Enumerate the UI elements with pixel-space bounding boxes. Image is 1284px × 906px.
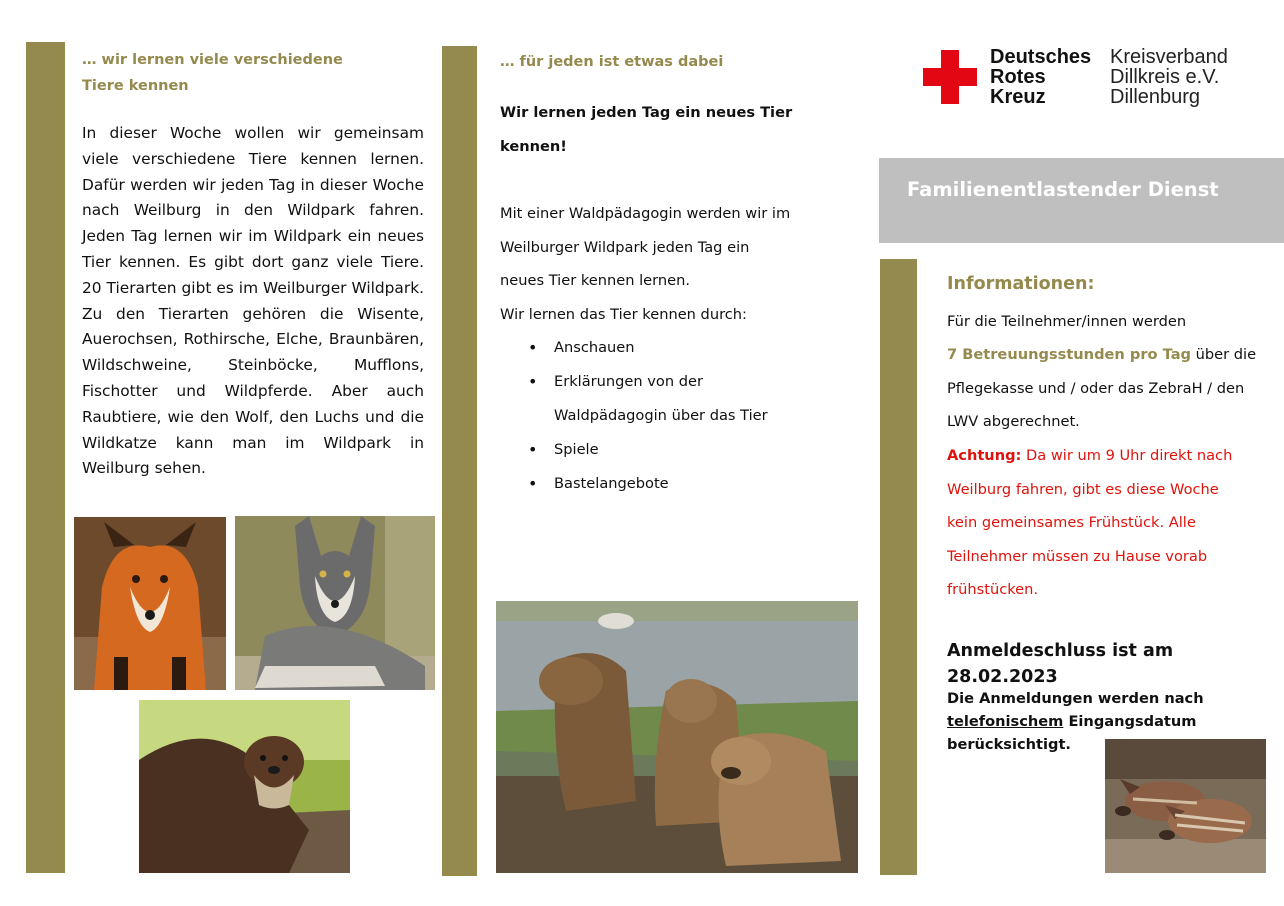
info-line1: Für die Teilnehmer/innen werden [947, 313, 1187, 330]
logo-sub-line1: Kreisverband [1110, 46, 1228, 68]
logo-name-line3: Kreuz [990, 86, 1046, 108]
list-item: • Spiele [528, 433, 828, 467]
column2-lead-line1: Wir lernen jeden Tag ein neues Tier [500, 104, 793, 121]
achtung-label: Achtung: [947, 447, 1022, 464]
column2-paragraph-line1: Mit einer Waldpädagogin werden wir im [500, 205, 791, 222]
red-cross-logo-icon [923, 50, 977, 104]
list-item: • Anschauen [528, 331, 828, 365]
column2-accent-bar [442, 46, 477, 876]
achtung-line5: frühstücken. [947, 581, 1039, 598]
logo-org-name [990, 47, 1091, 107]
column1-body: In dieser Woche wollen wir gemeinsam viele verschiedene Tiere kennen lernen. Dafür werden wir jeden Tag in dieser Woche nach Weilburg in den Wildpark fahren. Jeden Tag lernen wir im Wildpark ein neues Tier kennen. Es gibt dort ganz viele Tiere. 20 Tierarten gibt es im Weilburger Wildpark. Zu den Tierarten gehören die Wisente, Auerochsen, Rothirsche, Elche, Braunbären, Wildschweine, Steinböcke, Mufflons, Fischotter und Wildpferde. Aber auch Raubtiere, wie den Wolf, den Luchs und die Wildkatze kann man im Wildpark in Weilburg sehen. [82, 124, 424, 478]
column1-heading: … wir lernen viele verschiedene Tiere kennen [82, 52, 343, 94]
otter-photo [139, 700, 350, 873]
column2-lead-line2: kennen! [500, 138, 567, 155]
achtung-line2: Weilburg fahren, gibt es diese Woche [947, 481, 1219, 498]
registration-line3: berücksichtigt. [947, 736, 1071, 753]
learning-methods-list [528, 331, 828, 501]
logo-sub-line2: Dillkreis e.V. [1110, 66, 1220, 88]
banner-title: Familienentlastender Dienst [907, 178, 1219, 201]
fox-photo [74, 517, 226, 690]
title-banner [879, 158, 1284, 243]
wild-boar-piglets-photo [1105, 739, 1266, 873]
info-line2 [947, 338, 1267, 372]
column2-paragraph-line2: Weilburger Wildpark jeden Tag ein [500, 239, 750, 256]
logo-subtitle [1110, 47, 1228, 107]
hours-highlight: 7 Betreuungsstunden pro Tag [947, 346, 1192, 363]
column3-accent-bar [880, 259, 917, 875]
list-item: • Erklärungen von der Waldpädagogin über das Tier [528, 365, 828, 433]
info-line2-rest: über die [1191, 346, 1257, 363]
achtung-line1-rest: Da wir um 9 Uhr direkt nach [1021, 447, 1233, 464]
achtung-line4: Teilnehmer müssen zu Hause vorab [947, 548, 1208, 565]
column1-accent-bar [26, 42, 65, 873]
info-line4: LWV abgerechnet. [947, 413, 1080, 430]
achtung-line3: kein gemeinsames Frühstück. Alle [947, 514, 1196, 531]
list-item: • Bastelangebote [528, 467, 828, 501]
registration-underlined: telefonischem [947, 713, 1064, 730]
registration-line2-rest: Eingangsdatum [1063, 713, 1197, 730]
registration-line1: Die Anmeldungen werden nach [947, 690, 1204, 707]
column2-heading: … für jeden ist etwas dabei [500, 54, 724, 70]
logo-name-line2: Rotes [990, 66, 1046, 88]
info-heading: Informationen: [947, 274, 1095, 294]
logo-name-line1: Deutsches [990, 46, 1092, 68]
registration-line2 [947, 710, 1247, 733]
registration-deadline: Anmeldeschluss ist am 28.02.2023 [947, 641, 1174, 687]
column2-paragraph-line3: neues Tier kennen lernen. [500, 272, 691, 289]
info-line3: Pflegekasse und / oder das ZebraH / den [947, 380, 1245, 397]
logo-sub-line3: Dillenburg [1110, 86, 1201, 108]
achtung-line1 [947, 439, 1267, 473]
column2-paragraph-line4: Wir lernen das Tier kennen durch: [500, 306, 747, 323]
bears-photo [496, 601, 858, 873]
wolf-photo [235, 516, 435, 690]
